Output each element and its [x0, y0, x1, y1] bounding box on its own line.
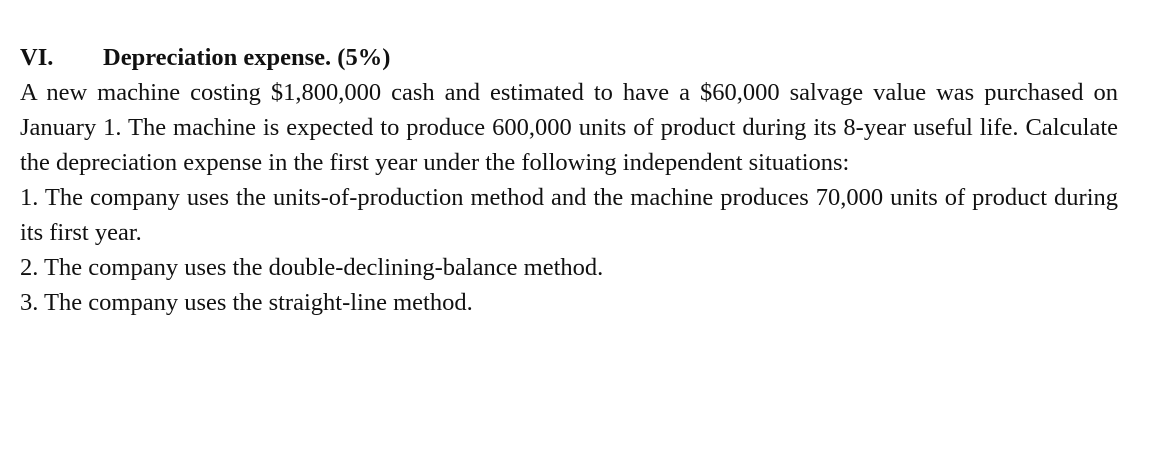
document-body	[20, 40, 1118, 320]
list-item: 3. The company uses the straight-line method.	[20, 289, 473, 316]
section-heading	[20, 40, 1118, 75]
list-item: 1. The company uses the units-of-production method and the machine produces 70,000 units of product during its first year.	[20, 184, 1118, 246]
problem-intro: A new machine costing $1,800,000 cash and estimated to have a $60,000 salvage value was purchased on January 1. The machine is expected to produce 600,000 units of product during its 8-year useful life. Calculate the depreciation expense in the first year under the following independent situations:	[20, 79, 1118, 176]
section-number: VI.	[20, 44, 54, 71]
list-item: 2. The company uses the double-declining-balance method.	[20, 254, 604, 281]
section-title: Depreciation expense. (5%)	[103, 44, 391, 71]
